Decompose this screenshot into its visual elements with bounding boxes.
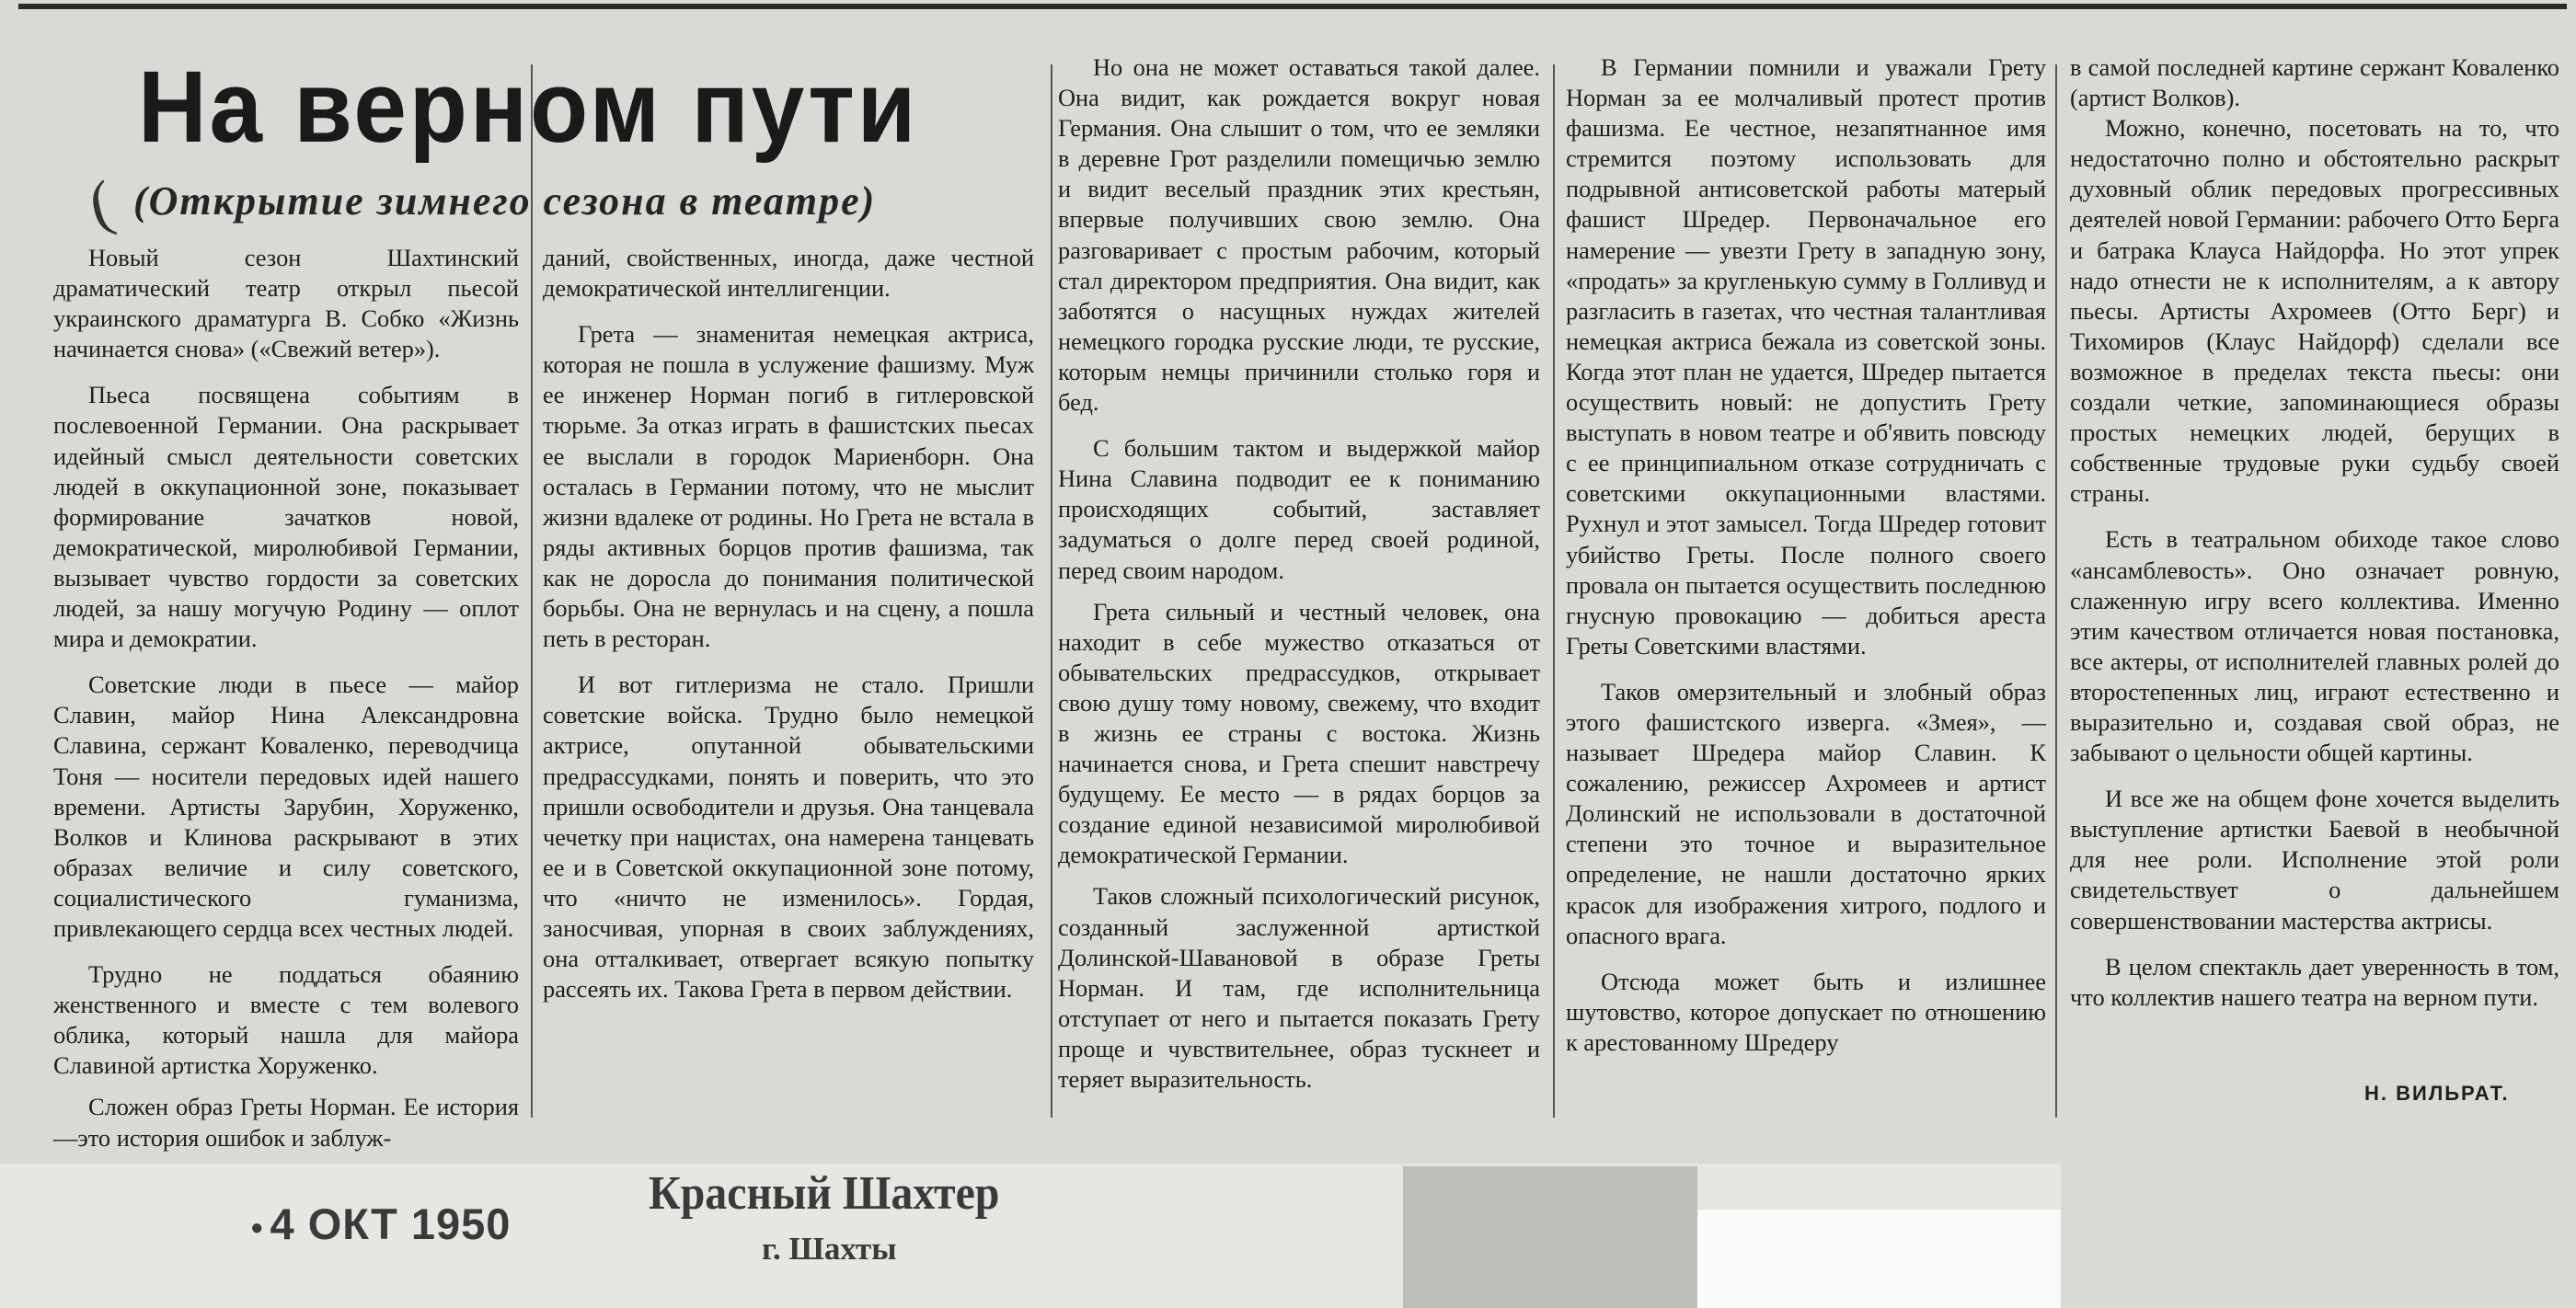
- paragraph: Отсюда может быть и излишнее шутовство, которое допускает по отношению к арестованному Шредеру: [1566, 967, 2046, 1056]
- paragraph: С большим тактом и выдержкой майор Нина Славина подводит ее к пониманию происходящих событий, заставляет задуматься о долге перед своей родиной, перед своим народом.: [1058, 434, 1540, 584]
- column-rule: [1051, 64, 1052, 1118]
- bullet-icon: ●: [250, 1214, 265, 1240]
- grey-backing: [1403, 1166, 1697, 1308]
- date-stamp: [250, 1199, 511, 1249]
- author-signature: Н. ВИЛЬРАТ.: [2364, 1082, 2510, 1105]
- pencil-mark: (: [82, 166, 120, 240]
- top-rule: [18, 4, 2567, 9]
- paragraph: Но она не может оставаться такой далее. Она видит, как рождается вокруг новая Германия. Она слышит о том, что ее земляки в деревне Грот разделили помещичью землю и видит веселый праздник этих крестьян, впервые получивших свою землю. Она разговаривает с простым рабочим, который стал директором предприятия. Она видит, как заботятся о насущных нуждах жителей немецкого городка русские люди, те русские, которым немцы причинили столько горя и бед.: [1058, 53, 1540, 417]
- paragraph: И все же на общем фоне хочется выделить выступление артистки Баевой в необычной для нее роли. Исполнение этой роли свидетельствует о дальнейшем совершенствовании мастерства актрисы.: [2070, 785, 2559, 935]
- paragraph: Можно, конечно, посетовать на то, что недостаточно полно и обстоятельно раскрыт духовный облик передовых прогрессивных деятелей новой Германии: рабочего Отто Берга и батрака Клауса Найдорфа. Но этот упрек надо отнести не к исполнителям, а к автору пьесы. Артисты Ахромеев (Отто Берг) и Тихомиров (Клаус Найдорф) сделали все возможное в пределах текста пьесы: они создали четкие, запоминающиеся образы простых немецких людей, берущих в собственные трудовые руки судьбу своей страны.: [2070, 114, 2559, 508]
- newspaper-name-stamp: Красный Шахтер: [649, 1167, 1000, 1220]
- column-rule: [2055, 64, 2057, 1118]
- newspaper-city-stamp: г. Шахты: [762, 1231, 897, 1267]
- date-stamp-text: 4 ОКТ 1950: [270, 1199, 512, 1248]
- article-title: На верном пути: [138, 51, 919, 164]
- paragraph: Новый сезон Шахтинский драматический театр открыл пьесой украинского драматурга В. Собко «Жизнь начинается снова» («Свежий ветер»).: [53, 244, 519, 363]
- paragraph: Грета — знаменитая немецкая актриса, которая не пошла в услужение фашизму. Муж ее инженер Норман погиб в гитлеровской тюрьме. За отказ играть в фашистских пьесах ее выслали в городок Мариенборн. Она осталась в Германии потому, что не мыслит жизни вдалеке от родины. Но Грета не встала в ряды активных борцов против фашизма, так как не доросла до понимания политической борьбы. Она не вернулась и на сцену, а пошла петь в ресторан.: [543, 320, 1034, 653]
- paragraph: И вот гитлеризма не стало. Пришли советские войска. Трудно было немецкой актрисе, опутанной обывательскими предрассудками, понять и поверить, что это пришли освободители и друзья. Она танцевала чечетку при нацистах, она намерена танцевать ее и в Советской оккупационной зоне потому, что «ничто не изменилось». Гордая, заносчивая, упорная в своих заблуждениях, она отталкивает, отвергает всякую попытку рассеять их. Такова Грета в первом действии.: [543, 671, 1034, 1004]
- paragraph: Пьеса посвящена событиям в послевоенной Германии. Она раскрывает идейный смысл деятельности советских людей в оккупационной зоне, показывает формирование зачатков новой, демократической, миролюбивой Германии, вызывает чувство гордости за советских людей, за нашу могучую Родину — оплот мира и демократии.: [53, 381, 519, 653]
- paragraph: Грета сильный и честный человек, она находит в себе мужество отказаться от обывательских предрассудков, открывает свою душу тому новому, свежему, что входит в жизнь ее страны с востока. Жизнь начинается снова, и Грета спешит навстречу будущему. Ее место — в рядах борцов за создание единой независимой миролюбивой демократической Германии.: [1058, 597, 1540, 869]
- article-column-4: [1566, 52, 2046, 1058]
- newsprint-tab: [2061, 1164, 2576, 1308]
- column-rule: [1553, 64, 1555, 1118]
- paragraph: Есть в театральном обиходе такое слово «ансамблевость». Оно означает ровную, слаженную игру всего коллектива. Именно этим качеством отличается новая постановка, все актеры, от исполнителей главных ролей до второстепенных лиц, играют естественно и выразительно и, создавая свой образ, не забывают о цельности общей картины.: [2070, 525, 2559, 767]
- paragraph: Советские люди в пьесе — майор Славин, майор Нина Александровна Славина, сержант Коваленко, переводчица Тоня — носители передовых идей нашего времени. Артисты Зарубин, Хоруженко, Волков и Клинова раскрывают в этих образах величие и силу советского, социалистического гуманизма, привлекающего сердца всех честных людей.: [53, 671, 519, 942]
- article-column-1: [53, 243, 519, 1153]
- paragraph: в самой последней картине сержант Коваленко (артист Волков).: [2070, 53, 2559, 112]
- article-column-5: [2070, 52, 2559, 1013]
- paragraph: даний, свойственных, иногда, даже честной демократической интеллигенции.: [543, 244, 1034, 303]
- paragraph: Таков омерзительный и злобный образ этого фашистского изверга. «Змея», — называет Шредера майор Славин. К сожалению, режиссер Ахромеев и артист Долинский не использовали в достаточной степени это точное и выразительное определение, не нашли достаточно ярких красок для изображения хитрого, подлого и опасного врага.: [1566, 677, 2046, 949]
- paragraph: В Германии помнили и уважали Грету Норман за ее молчаливый протест против фашизма. Ее честное, незапятнанное имя стремится поэтому использовать для подрывной антисоветской работы матерый фашист Шредер. Первоначальное его намерение — увезти Грету в западную зону, «продать» за кругленькую сумму в Голливуд и разгласить в газетах, что честная талантливая немецкая актриса бежала из советской зоны. Когда этот план не удается, Шредер пытается осуществить новый: не допустить Грету выступать в новом театре и об'явить повсюду с ее принципиальном отказе сотрудничать с советскими оккупационными властями. Рухнул и этот замысел. Тогда Шредер готовит убийство Греты. После полного своего провала он пытается осуществить последнюю гнусную провокацию — добиться ареста Греты Советскими властями.: [1566, 53, 2046, 660]
- paragraph: В целом спектакль дает уверенность в том, что коллектив нашего театра на верном пути.: [2070, 952, 2559, 1011]
- article-subtitle: (Открытие зимнего сезона в театре): [133, 178, 877, 224]
- paragraph: Сложен образ Греты Норман. Ее история—это история ошибок и заблуж-: [53, 1093, 519, 1152]
- paragraph: Таков сложный психологический рисунок, созданный заслуженной артисткой Долинской-Шавановой в образе Греты Норман. И там, где исполнительница отступает от него и пытается показать Грету проще и чувствительнее, образ тускнеет и теряет выразительность.: [1058, 882, 1540, 1093]
- article-column-3: [1058, 52, 1540, 1095]
- white-backing: [1697, 1210, 2061, 1308]
- paragraph: Трудно не поддаться обаянию женственного и вместе с тем волевого облика, который нашла для майора Славиной артистка Хоруженко.: [53, 960, 519, 1080]
- article-column-2: [543, 243, 1034, 1004]
